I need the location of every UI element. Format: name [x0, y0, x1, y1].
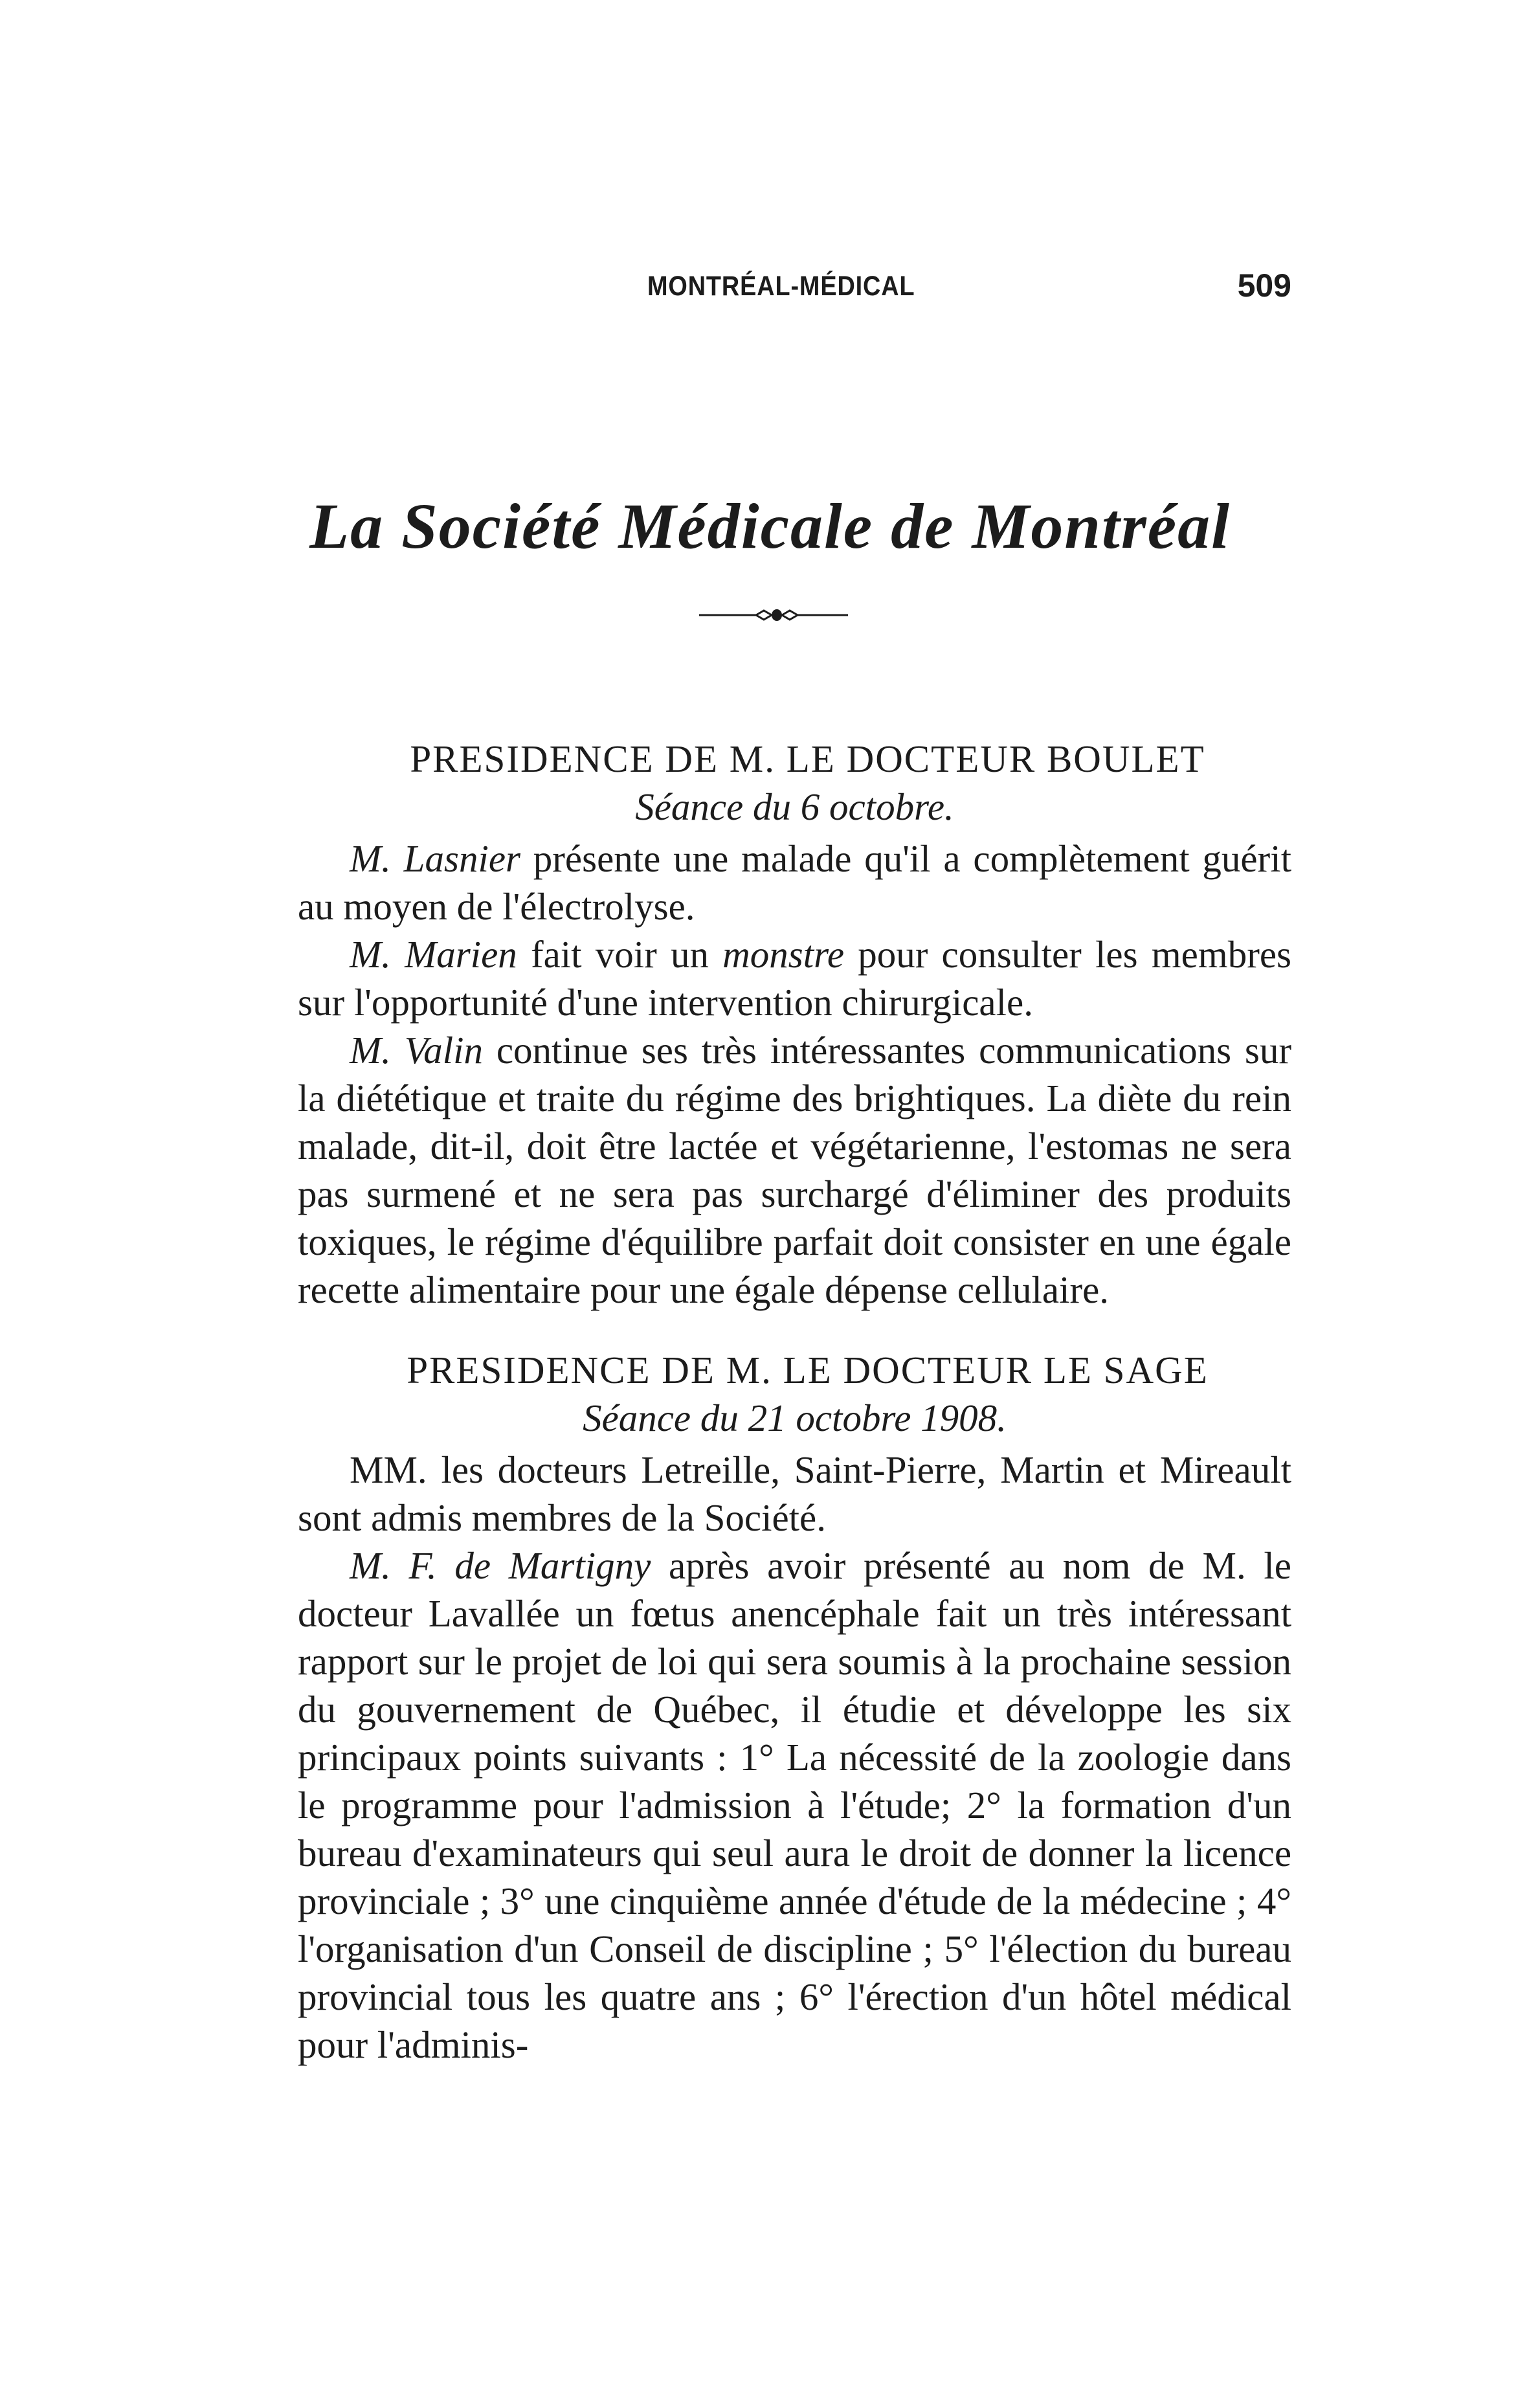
article-title: La Société Médicale de Montréal [309, 490, 1231, 562]
paragraph: MM. les docteurs Letreille, Saint-Pierre, Martin et Mireault sont admis membres de la Société. [298, 1448, 1291, 1539]
speaker-name: M. Valin [350, 1029, 484, 1072]
section-heading: PRESIDENCE DE M. LE DOCTEUR LE SAGE [407, 1349, 1209, 1391]
journal-name: MONTRÉAL-MÉDICAL [647, 271, 915, 302]
session-date: Séance du 21 octobre 1908. [583, 1397, 1007, 1439]
ornament-divider-icon [699, 605, 848, 625]
paragraph: M. Lasnier présente une malade qu'il a complètement guérit au moyen de l'électrolyse. [298, 837, 1291, 928]
article-body [298, 735, 1291, 2069]
speaker-name: M. F. de Martigny [350, 1544, 651, 1587]
paragraph: M. Marien fait voir un monstre pour consulter les membres sur l'opportunité d'une intervention chirurgicale. [298, 933, 1291, 1024]
section-boulet [298, 735, 1291, 1314]
speaker-name: M. Marien [350, 933, 517, 976]
session-date: Séance du 6 octobre. [635, 785, 954, 828]
paragraph: M. F. de Martigny après avoir présenté au nom de M. le docteur Lavallée un fœtus anencéphale fait un très intéressant rapport sur le projet de loi qui sera soumis à la prochaine session du gouvernement de Québec, il étudie et développe les six principaux points suivants : 1° La nécessité de la zoologie dans le programme pour l'admission à l'étude; 2° la formation d'un bureau d'examinateurs qui seul aura le droit de donner la licence provinciale ; 3° une cinquième année d'étude de la médecine ; 4° l'organisation d'un Conseil de discipline ; 5° l'élection du bureau provincial tous les quatre ans ; 6° l'érection d'un hôtel médical pour l'adminis- [298, 1544, 1291, 2066]
speaker-name: M. Lasnier [350, 837, 520, 880]
section-heading: PRESIDENCE DE M. LE DOCTEUR BOULET [410, 737, 1205, 780]
section-le-sage [298, 1346, 1291, 2069]
emphasis: monstre [722, 933, 845, 976]
running-head [298, 267, 1298, 316]
page-number: 509 [1237, 267, 1291, 304]
paragraph: M. Valin continue ses très intéressantes communications sur la diététique et traite du régime des brightiques. La diète du rein malade, dit-il, doit être lactée et végétarienne, l'estomas ne sera pas surmené et ne sera pas surchargé d'éliminer des produits toxiques, le régime d'équilibre parfait doit consister en une égale recette alimentaire pour une égale dépense cellulaire. [298, 1029, 1291, 1311]
